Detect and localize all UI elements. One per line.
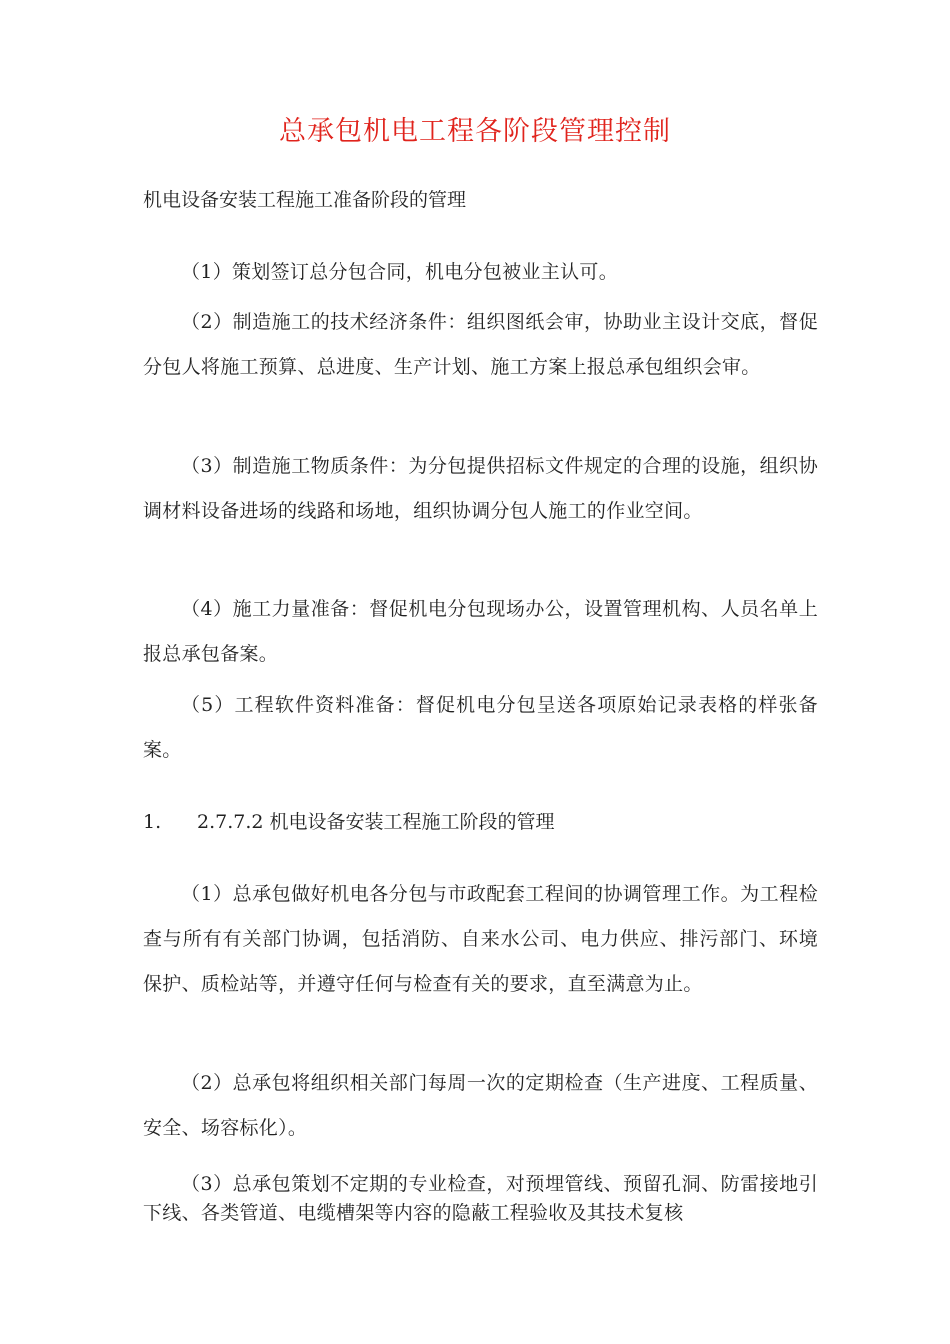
section-heading-construction <box>143 808 823 836</box>
paragraph: （4）施工力量准备：督促机电分包现场办公，设置管理机构、人员名单上报总承包备案。 <box>143 598 818 665</box>
section-heading-preparation: 机电设备安装工程施工准备阶段的管理 <box>143 189 467 211</box>
paragraph: （5）工程软件资料准备：督促机电分包呈送各项原始记录表格的样张备案。 <box>143 694 818 761</box>
section-heading-text: 2.7.7.2 机电设备安装工程施工阶段的管理 <box>197 811 555 833</box>
paragraph: （2）总承包将组织相关部门每周一次的定期检查（生产进度、工程质量、安全、场容标化）。 <box>143 1072 818 1139</box>
paragraph: （3）总承包策划不定期的专业检查，对预埋管线、预留孔洞、防雷接地引下线、各类管道、电缆槽架等内容的隐蔽工程验收及其技术复核 <box>143 1173 818 1224</box>
paragraph: （2）制造施工的技术经济条件：组织图纸会审，协助业主设计交底，督促分包人将施工预算、总进度、生产计划、施工方案上报总承包组织会审。 <box>143 311 818 378</box>
paragraph: （1）策划签订总分包合同，机电分包被业主认可。 <box>181 261 618 283</box>
paragraph: （1）总承包做好机电各分包与市政配套工程间的协调管理工作。为工程检查与所有有关部门协调，包括消防、自来水公司、电力供应、排污部门、环境保护、质检站等，并遵守任何与检查有关的要求，直至满意为止。 <box>143 883 818 995</box>
paragraph: （3）制造施工物质条件：为分包提供招标文件规定的合理的设施，组织协调材料设备进场的线路和场地，组织协调分包人施工的作业空间。 <box>143 455 818 522</box>
document-title: 总承包机电工程各阶段管理控制 <box>279 116 671 147</box>
section-number: 1. <box>143 811 162 833</box>
